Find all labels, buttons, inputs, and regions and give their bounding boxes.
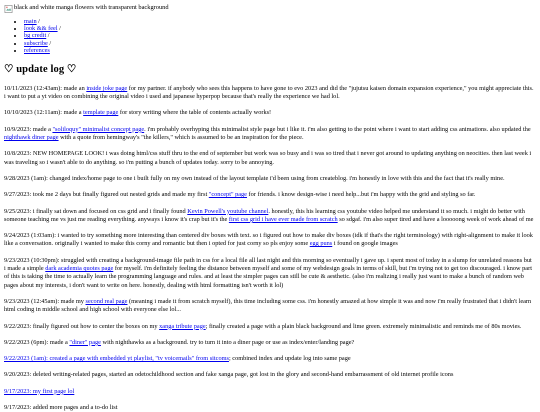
log-entry	[4, 232, 534, 249]
log-entry-text: 9/23/2023 (12:45am): made my	[4, 297, 86, 305]
nav-separator: /	[46, 32, 50, 40]
log-entry-text: 9/23/2023 (10:30pm): struggled with creating a background-image file path in css for a local file all last night and this morning so eventually i gave up. i spent most of today in a slump for unrelated reasons but i made a simple	[4, 256, 532, 273]
log-entry-text: 9/28/2023 (1am): changed index/home page to one i built fully on my own instead of the layout template i'd been using from createblog. i'm honestly in love with this and the fact that it's really mine.	[4, 174, 505, 182]
nav-list	[4, 18, 534, 54]
log-entry-text: 9/20/2023: deleted writing-related pages, started an odetochildhood section and fake xanga page, got lost in the glory and second-hand embarrassment of old internet profile icons	[4, 371, 454, 379]
log-entry	[4, 175, 534, 183]
log-entry-text: 10/9/2023: made a	[4, 125, 53, 133]
log-entry	[4, 126, 534, 143]
log-entry	[4, 355, 534, 363]
log-entry	[4, 339, 534, 347]
log-entry-text: 9/25/2023: i finally sat down and focused on css grid and i finally found	[4, 207, 188, 215]
log-entry-link[interactable]: egg puns	[309, 240, 333, 248]
log-entry-text: . i'm probably overhyping this minimalist style page but i like it. i'm also getting to the point where i want to start adding css animations. also updated the	[144, 125, 531, 133]
log-entry-text: ; combined index and update log into same page	[228, 355, 351, 363]
nav-link-bg-credit[interactable]: bg credit	[24, 32, 47, 40]
nav-link-subscribe[interactable]: subscribe	[24, 39, 48, 47]
nav-item	[24, 25, 534, 32]
log-entry-link[interactable]: 9/22/2023 (1am): created a page with embedded yt playlist, "tv voicemails" from sitcoms	[4, 355, 229, 363]
log-entry-text: 9/22/2023 (6pm): made a	[4, 338, 70, 346]
log-entry-link[interactable]: template page	[83, 109, 119, 117]
log-entry-text: for friends. i know design-wise i need help...but i'm happy with the grid and styling so far.	[246, 191, 476, 199]
nav-separator: /	[57, 25, 61, 33]
log-entry	[4, 109, 534, 117]
log-entry-text: 9/24/2023 (1:03am): i wanted to try something more interesting than centered div boxes with text. so i figured out how to make div boxes (idk if that's the right terminology) with right-alignment to make it look like a conversation. originally i wanted to make this corny and romantic but then i opted for just corny so pls enjoy some	[4, 232, 533, 248]
update-log	[4, 85, 534, 412]
log-entry-text: . honestly, this his learning css youtube video helped me understand it so much. i might do better with someone teaching me vs just me reading everything. anyways i know it's crap but it's the	[4, 207, 525, 223]
log-entry-text: 10/10/2023 (12:11am): made a	[4, 109, 84, 117]
log-entry-text: i found on google images	[332, 240, 398, 248]
log-entry-link[interactable]: second real page	[85, 297, 128, 305]
log-entry-text: with nighthawks as a background. try to turn it into a diner page or use as index/enter/landing page?	[100, 338, 355, 346]
log-entry-link[interactable]: "soliloquy" minimalist concept page	[52, 125, 145, 133]
log-entry	[4, 404, 534, 412]
log-entry-text: with a quote from hemingway's "the killers," which is assumed to be an inspiration for the piece.	[58, 134, 304, 142]
header-image-alt-text: black and white manga flowers with transparent background	[14, 4, 169, 12]
log-entry-text: ; finally created a page with a plain black background and lime green. extremely minimalistic and reminds me of 80s movies.	[205, 322, 522, 330]
log-entry-text: for my partner. if anybody who sees this happens to have gone to evo 2023 and did the "jujutsu kaisen domain expansion experience," you might appreciate this. i want to put a yt video on combining the original video i used and japanese hyperpop because that's really the experience we had lol.	[4, 84, 534, 101]
log-entry	[4, 371, 534, 379]
nav-link-references[interactable]: references	[24, 46, 50, 54]
log-entry	[4, 298, 534, 315]
log-entry-text: (meaning i made it from scratch myself), this time including some css. i'm honestly amazed at how simple it was and now i'm really frustrated that i didn't learn html coding in middle school and high school with everyone else lol...	[4, 297, 532, 314]
log-entry-link[interactable]: 9/17/2023: my first page lol	[4, 387, 75, 395]
log-entry	[4, 323, 534, 331]
log-entry	[4, 191, 534, 199]
log-entry	[4, 85, 534, 102]
nav-link-main[interactable]: main	[24, 18, 37, 25]
log-entry-link[interactable]: dark academia quotes page	[45, 265, 114, 273]
nav-separator: /	[47, 39, 52, 47]
log-entry	[4, 208, 534, 225]
log-entry-link[interactable]: inside joke page	[86, 84, 128, 92]
log-entry-text: so sdgaf. i'm also super tired and have a looooong week of work ahead of me	[337, 215, 534, 223]
log-entry-link[interactable]: Kevin Powell's youtube channel	[187, 207, 269, 215]
log-entry-text: for myself. i'm definitely feeling the distance between myself and some of my webdesign goals in terms of skill, but i'm trying not to get too discouraged. i know part of this is taking the time to actually learn the programming language and rules. and at least the simpler pages can still be cute & aesthetic. (also i'm realizing i really just want to make a bunch of random web pages about my interests, i don't want to write on here. honestly, dealing with html formatting isn't worth it lol)	[4, 265, 532, 289]
page-title: ♡ update log ♡	[4, 64, 77, 76]
log-entry-text: 9/27/2023: took me 2 days but finally figured out nested grids and made my first	[4, 191, 209, 199]
log-entry-link[interactable]: xanga tribute page	[159, 322, 206, 330]
log-entry	[4, 257, 534, 290]
nav-link-look-feel[interactable]: look && feel	[24, 25, 58, 33]
broken-image-icon	[4, 5, 13, 13]
nav-separator: /	[36, 18, 40, 25]
log-entry-text: for story writing where the table of contents actually works!	[118, 109, 272, 117]
nav-item	[24, 47, 534, 54]
log-entry-link[interactable]: first css grid i have ever made from scratch	[228, 215, 338, 223]
log-entry-link[interactable]: "concept" page	[208, 191, 247, 199]
log-entry-link[interactable]: nighthawk diner page	[4, 134, 59, 142]
log-entry-text: 10/8/2023: NEW HOMEPAGE LOOK! i was doing html/css stuff thru to the end of september but work was so busy and i was so tired that i never got around to updating anything on neocities. then last week i was traveling so i wasn't able to do anything. so i'm putting a bunch of updates today. sorry to be annoying.	[4, 150, 532, 166]
header	[4, 4, 534, 13]
log-entry	[4, 388, 534, 396]
nav-item	[24, 18, 534, 25]
nav-item	[24, 40, 534, 47]
log-entry-text: 10/11/2023 (12:43am): made an	[4, 84, 87, 92]
log-entry-text: 9/17/2023: added more pages and a to-do list	[4, 404, 118, 411]
log-entry-text: 9/22/2023: finally figured out how to center the boxes on my	[4, 322, 160, 330]
log-entry-link[interactable]: "diner" page	[69, 338, 101, 346]
nav-item	[24, 32, 534, 39]
log-entry	[4, 150, 534, 167]
